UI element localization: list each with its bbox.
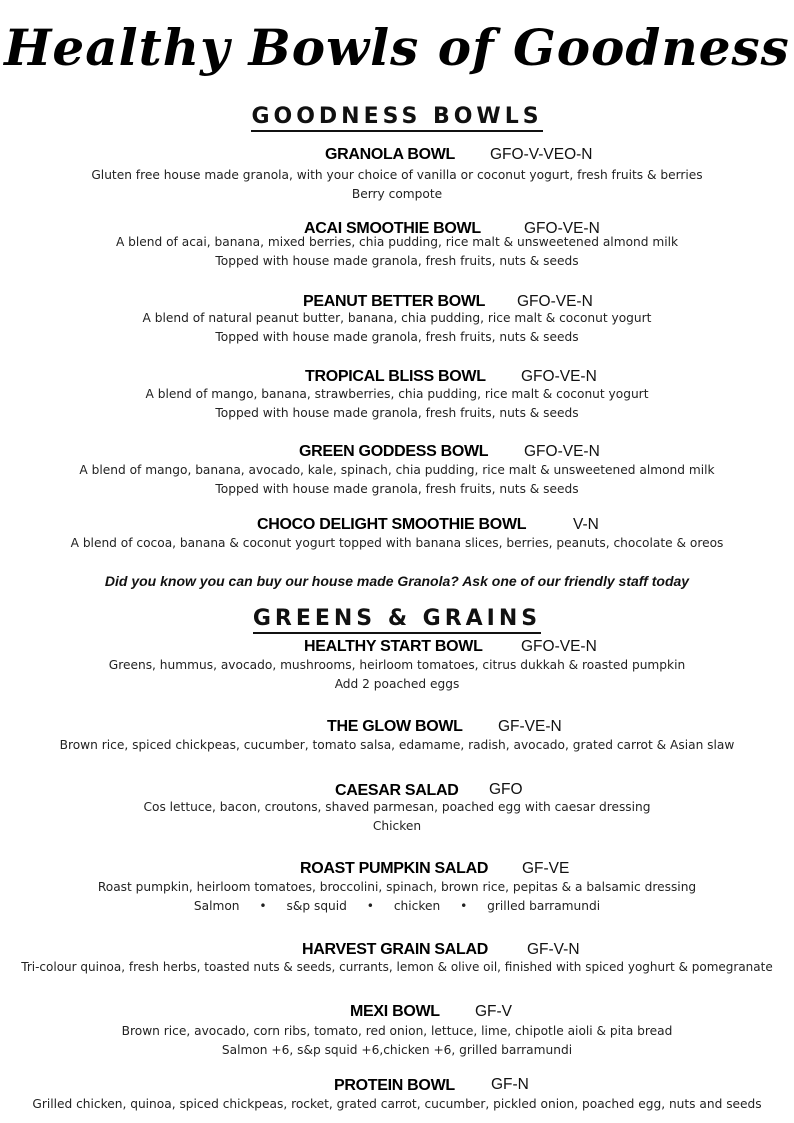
item-dietary-tags: GFO-VE-N (517, 293, 593, 310)
item-name-the-glow-bowl: THE GLOW BOWL (327, 718, 463, 735)
item-name-healthy-start-bowl: HEALTHY START BOWL (304, 638, 483, 655)
addon-option: chicken (393, 899, 441, 913)
item-name-roast-pumpkin-salad: ROAST PUMPKIN SALAD (300, 860, 489, 877)
item-name-caesar-salad: CAESAR SALAD (335, 782, 459, 799)
item-dietary-tags: GFO (489, 781, 523, 798)
item-dietary-tags: GF-VE (522, 860, 570, 877)
addon-option: Salmon (193, 899, 240, 913)
item-name-green-goddess-bowl: GREEN GODDESS BOWL (299, 443, 489, 460)
section-heading-goodness-bowls (0, 104, 794, 129)
item-name-mexi-bowl: MEXI BOWL (350, 1003, 440, 1020)
item-name-tropical-bliss-bowl: TROPICAL BLISS BOWL (305, 368, 486, 385)
item-dietary-tags: GFO-V-VEO-N (490, 146, 593, 163)
item-description: Tri-colour quinoa, fresh herbs, toasted nuts & seeds, currants, lemon & olive oil, finished with spiced yoghurt & pomegranate (21, 960, 773, 974)
item-description: Greens, hummus, avocado, mushrooms, heirloom tomatoes, citrus dukkah & roasted pumpkin (108, 658, 686, 672)
item-description: A blend of natural peanut butter, banana, chia pudding, rice malt & coconut yogurt (142, 311, 652, 325)
item-dietary-tags: GFO-VE-N (521, 368, 597, 385)
item-description-topping: Topped with house made granola, fresh fruits, nuts & seeds (215, 406, 579, 420)
bullet-separator: • (259, 899, 267, 913)
item-name-choco-delight-smoothie-bowl: CHOCO DELIGHT SMOOTHIE BOWL (257, 516, 527, 533)
item-addon: Salmon +6, s&p squid +6,chicken +6, grilled barramundi (221, 1043, 573, 1057)
item-addon-options (0, 899, 794, 913)
bullet-separator: • (460, 899, 468, 913)
section-heading-text: GREENS & GRAINS (253, 606, 541, 634)
item-description: A blend of cocoa, banana & coconut yogurt topped with banana slices, berries, peanuts, chocolate & oreos (70, 536, 724, 550)
item-dietary-tags: GF-V (475, 1003, 513, 1020)
item-description: Roast pumpkin, heirloom tomatoes, broccolini, spinach, brown rice, pepitas & a balsamic dressing (97, 880, 697, 894)
item-dietary-tags: GF-V-N (527, 941, 580, 958)
item-description: A blend of acai, banana, mixed berries, chia pudding, rice malt & unsweetened almond milk (115, 235, 679, 249)
item-name-harvest-grain-salad: HARVEST GRAIN SALAD (302, 941, 489, 958)
item-addon: Chicken (372, 819, 422, 833)
item-dietary-tags: GFO-VE-N (524, 220, 600, 237)
granola-promo-note: Did you know you can buy our house made Granola? Ask one of our friendly staff today (104, 573, 690, 589)
item-name-acai-smoothie-bowl: ACAI SMOOTHIE BOWL (304, 220, 481, 237)
addon-option: grilled barramundi (487, 899, 601, 913)
section-heading-greens-grains (0, 606, 794, 631)
item-dietary-tags: GFO-VE-N (521, 638, 597, 655)
item-description: Cos lettuce, bacon, croutons, shaved parmesan, poached egg with caesar dressing (143, 800, 651, 814)
item-dietary-tags: GF-N (491, 1076, 529, 1093)
item-addon: Berry compote (351, 187, 443, 201)
item-description-topping: Topped with house made granola, fresh fruits, nuts & seeds (215, 254, 579, 268)
item-name-peanut-better-bowl: PEANUT BETTER BOWL (303, 293, 486, 310)
item-description: Brown rice, spiced chickpeas, cucumber, tomato salsa, edamame, radish, avocado, grated carrot & Asian slaw (59, 738, 735, 752)
bullet-separator: • (366, 899, 374, 913)
item-name-granola-bowl: GRANOLA BOWL (325, 146, 456, 163)
item-description-topping: Topped with house made granola, fresh fruits, nuts & seeds (215, 482, 579, 496)
item-dietary-tags: GF-VE-N (498, 718, 562, 735)
item-addon: Add 2 poached eggs (334, 677, 460, 691)
item-name-protein-bowl: PROTEIN BOWL (334, 1077, 455, 1094)
item-description: A blend of mango, banana, strawberries, chia pudding, rice malt & coconut yogurt (145, 387, 649, 401)
item-dietary-tags: GFO-VE-N (524, 443, 600, 460)
item-dietary-tags: V-N (573, 516, 599, 533)
item-description: Grilled chicken, quinoa, spiced chickpeas, rocket, grated carrot, cucumber, pickled onion, poached egg, nuts and seeds (32, 1097, 762, 1111)
item-description-topping: Topped with house made granola, fresh fruits, nuts & seeds (215, 330, 579, 344)
section-heading-text: GOODNESS BOWLS (251, 104, 542, 132)
menu-title: Healthy Bowls of Goodness (4, 18, 790, 77)
item-description: Brown rice, avocado, corn ribs, tomato, red onion, lettuce, lime, chipotle aioli & pita bread (121, 1024, 673, 1038)
addon-option: s&p squid (286, 899, 347, 913)
item-description: A blend of mango, banana, avocado, kale, spinach, chia pudding, rice malt & unsweetened almond milk (79, 463, 715, 477)
item-description: Gluten free house made granola, with your choice of vanilla or coconut yogurt, fresh fruits & berries (91, 168, 703, 182)
